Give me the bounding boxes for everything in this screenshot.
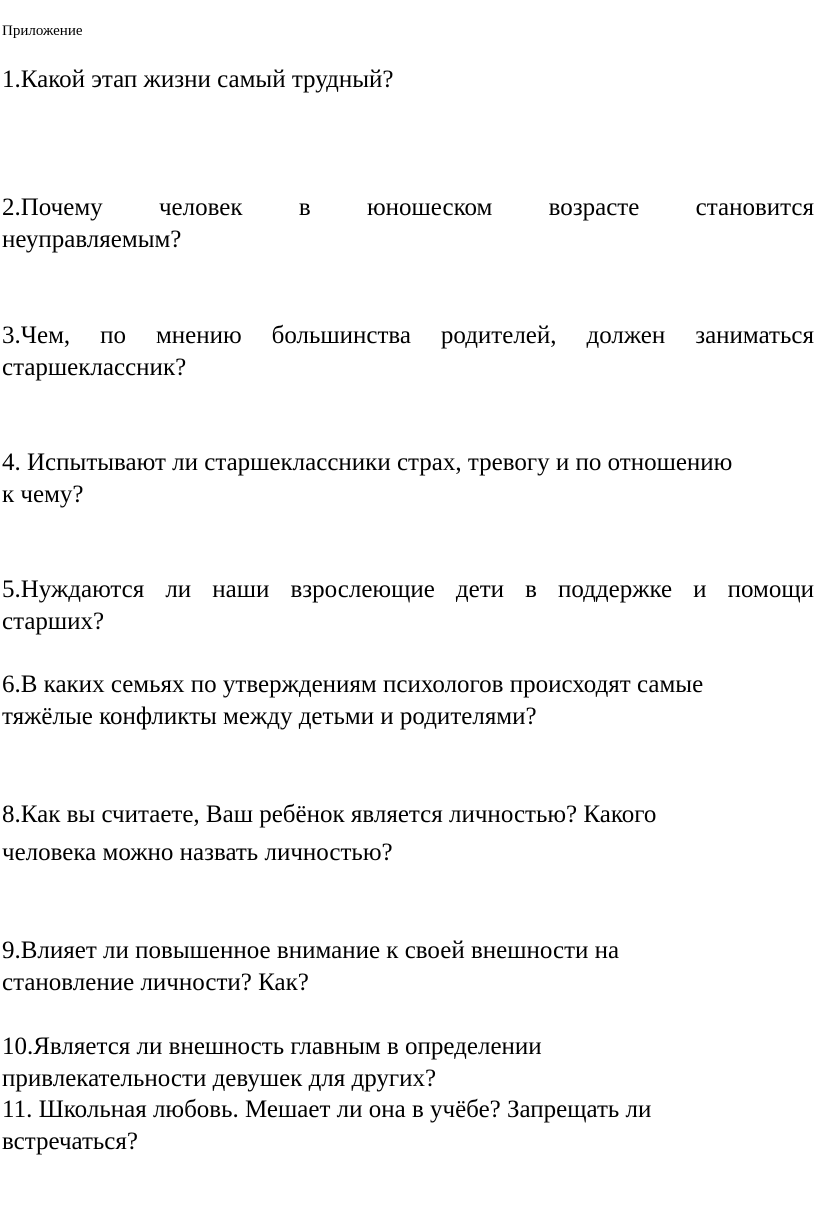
question-11 (2, 1094, 814, 1158)
question-4-line-1: 4. Испытывают ли старшеклассники страх, тревогу и по отношению (2, 449, 733, 476)
question-2-line-1: 2.Почему человек в юношеском возрасте становится (2, 194, 814, 221)
question-4 (2, 447, 814, 511)
question-8 (2, 796, 814, 872)
question-9-line-1: 9.Влияет ли повышенное внимание к своей внешности на (2, 937, 620, 964)
question-5-line-2: старших? (2, 608, 105, 635)
question-1-line-1: 1.Какой этап жизни самый трудный? (2, 66, 394, 93)
question-4-line-2: к чему? (2, 481, 84, 508)
question-6-line-2: тяжёлые конфликты между детьми и родителями? (2, 703, 537, 730)
question-8-line-1: 8.Как вы считаете, Ваш ребёнок является личностью? Какого (2, 801, 657, 828)
question-3-line-1: 3.Чем, по мнению большинства родителей, должен заниматься (2, 322, 814, 349)
question-2 (2, 192, 814, 256)
question-10 (2, 1031, 814, 1095)
question-11-line-1: 11. Школьная любовь. Мешает ли она в учёбе? Запрещать ли (2, 1096, 652, 1123)
question-2-line-2: неуправляемым? (2, 226, 182, 253)
question-10-line-1: 10.Является ли внешность главным в определении (2, 1033, 542, 1060)
question-6-line-1: 6.В каких семьях по утверждениям психологов происходят самые (2, 671, 704, 698)
question-5 (2, 574, 814, 638)
question-10-line-2: привлекательности девушек для других? (2, 1065, 437, 1092)
question-3 (2, 320, 814, 384)
question-9 (2, 935, 814, 999)
question-8-line-2: человека можно назвать личностью? (2, 839, 393, 866)
appendix-label: Приложение (2, 23, 83, 39)
question-6 (2, 669, 814, 733)
question-5-line-1: 5.Нуждаются ли наши взрослеющие дети в поддержке и помощи (2, 576, 814, 603)
question-9-line-2: становление личности? Как? (2, 969, 309, 996)
question-3-line-2: старшеклассник? (2, 354, 187, 381)
question-11-line-2: встречаться? (2, 1128, 138, 1155)
question-1 (2, 64, 814, 96)
